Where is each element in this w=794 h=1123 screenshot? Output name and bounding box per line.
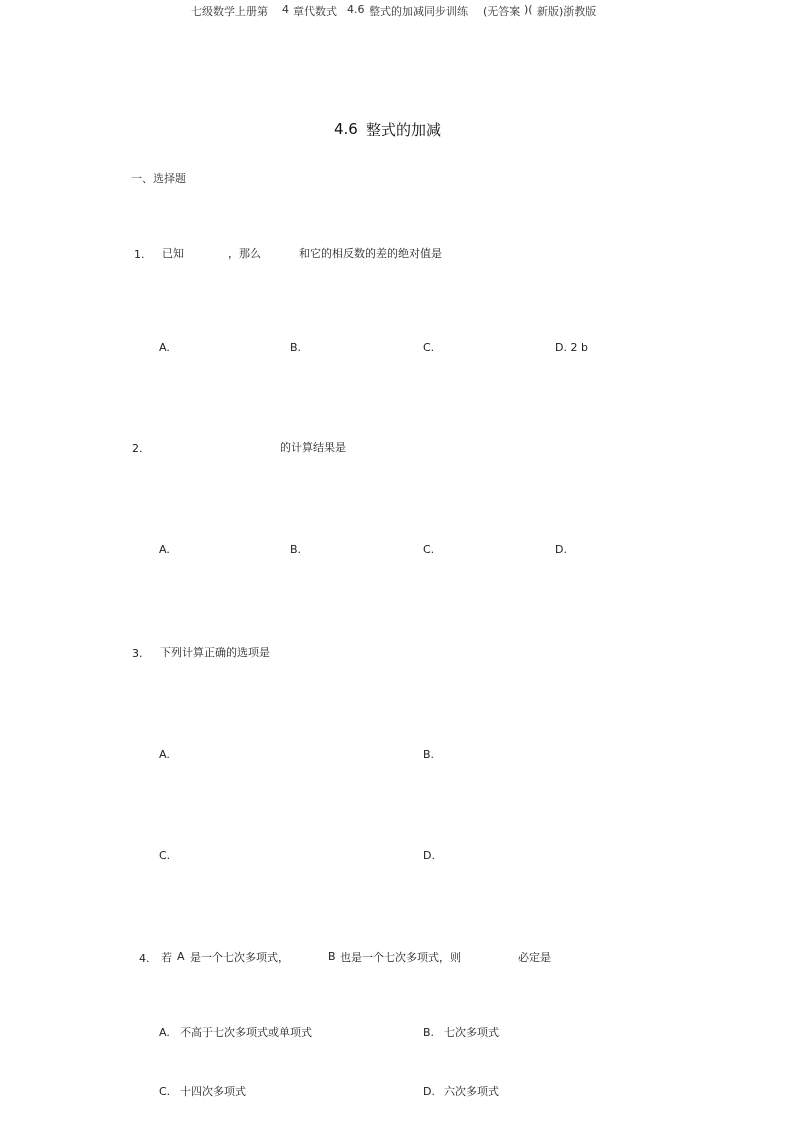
question-text: 也是一个七次多项式，则 (340, 951, 461, 964)
question-text: 的计算结果是 (280, 441, 346, 454)
option-a-label: A. (159, 1026, 170, 1039)
header-part: 4.6 (347, 3, 365, 16)
option-d: D. (423, 849, 435, 862)
section-heading: 一、选择题 (131, 172, 186, 185)
option-d: D. 2 b (555, 341, 588, 354)
title-number: 4.6 (334, 120, 358, 138)
header-part: )( (524, 3, 533, 16)
question-number: 4. (139, 952, 150, 965)
option-d-text: 六次多项式 (444, 1085, 499, 1098)
question-number: 1. (134, 248, 145, 261)
option-a: A. (159, 341, 170, 354)
question-text: 必定是 (518, 951, 551, 964)
option-c-label: C. (159, 1085, 171, 1098)
option-d-label: D. (423, 1085, 435, 1098)
option-a: A. (159, 543, 170, 556)
header-part: (无答案 (483, 5, 521, 18)
title-text: 整式的加减 (366, 121, 442, 139)
question-text: 是一个七次多项式， (190, 951, 289, 964)
header-part: 七级数学上册第 (191, 5, 268, 18)
question-number: 3. (132, 647, 143, 660)
question-text: 若 (161, 951, 172, 964)
header-part: 新版)浙教版 (537, 5, 597, 18)
header-part: 章代数式 (293, 5, 337, 18)
option-c: C. (423, 341, 435, 354)
option-b: B. (290, 341, 302, 354)
option-b: B. (290, 543, 302, 556)
option-b-label: B. (423, 1026, 435, 1039)
option-a: A. (159, 748, 170, 761)
header-part: 4 (282, 3, 289, 16)
question-text: 已知 (162, 247, 184, 260)
option-c: C. (159, 849, 171, 862)
option-c: C. (423, 543, 435, 556)
question-text: B (328, 950, 336, 963)
question-text: A (177, 950, 185, 963)
option-d: D. (555, 543, 567, 556)
option-c-text: 十四次多项式 (180, 1085, 246, 1098)
question-text: 和它的相反数的差的绝对值是 (299, 247, 442, 260)
question-text: 下列计算正确的选项是 (160, 646, 270, 659)
option-a-text: 不高于七次多项式或单项式 (180, 1026, 312, 1039)
option-b-text: 七次多项式 (444, 1026, 499, 1039)
question-number: 2. (132, 442, 143, 455)
header-part: 整式的加减同步训练 (369, 5, 468, 18)
option-b: B. (423, 748, 435, 761)
question-text: ，那么 (228, 247, 261, 260)
